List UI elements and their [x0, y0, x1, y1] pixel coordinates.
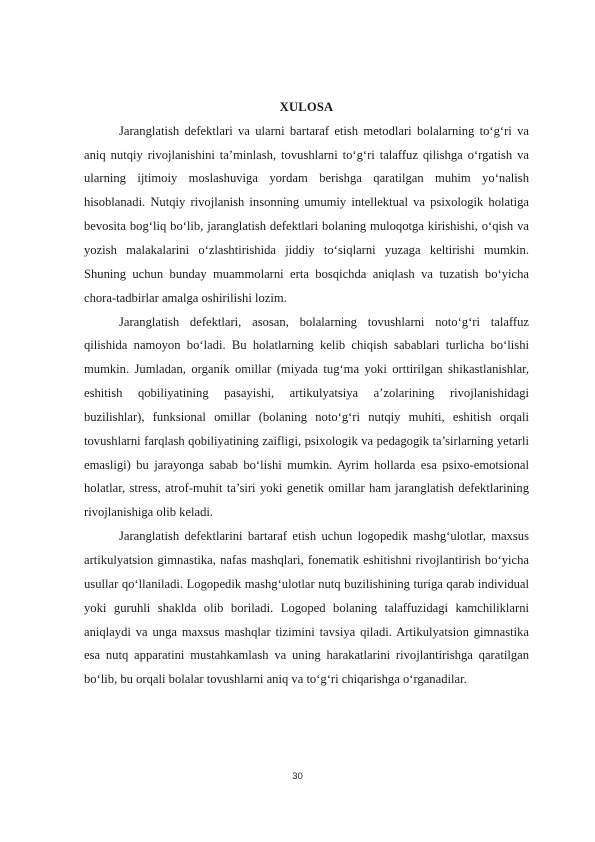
section-title: XULOSA — [279, 100, 334, 114]
document-page — [84, 96, 529, 692]
paragraph-3: Jaranglatish defektlarini bartaraf etish uchun logopedik mashg‘ulotlar, maxsus artikulyatsion gimnastika, nafas mashqlari, fonematik eshitishni rivojlantirish bo‘yicha usullar qo‘llaniladi. Logopedik mashg‘ulotlar nutq buzilishining turiga qarab individual yoki guruhli shaklda olib boriladi. Logoped bolaning talaffuzidagi kamchiliklarni aniqlaydi va unga maxsus mashqlar tizimini tavsiya qiladi. Artikulyatsion gimnastika esa nutq apparatini mustahkamlash va uning harakatlarini rivojlantirishga qaratilgan bo‘lib, bu orqali bolalar tovushlarni aniq va to‘g‘ri chiqarishga o‘rganadilar. — [84, 529, 529, 687]
paragraph-2: Jaranglatish defektlari, asosan, bolalarning tovushlarni noto‘g‘ri talaffuz qilishida namoyon bo‘ladi. Bu holatlarning kelib chiqish sabablari turlicha bo‘lishi mumkin. Jumladan, organik omillar (miyada tug‘ma yoki orttirilgan shikastlanishlar, eshitish qobiliyatining pasayishi, artikulyatsiya a’zolarining rivojlanishidagi buzilishlar), funksional omillar (bolaning noto‘g‘ri nutqiy muhiti, eshitish orqali tovushlarni farqlash qobiliyatining zaifligi, psixologik va pedagogik ta’sirlarning yetarli emasligi) bu jarayonga sabab bo‘lishi mumkin. Ayrim hollarda esa psixo-emotsional holatlar, stress, atrof-muhit ta’siri yoki genetik omillar ham jaranglatish defektlarining rivojlanishiga olib keladi. — [84, 314, 529, 520]
page-number: 30 — [292, 771, 303, 782]
paragraph-1: Jaranglatish defektlari va ularni bartaraf etish metodlari bolalarning to‘g‘ri va aniq nutqiy rivojlanishini ta’minlash, tovushlarni to‘g‘ri talaffuz qilishga o‘rgatish va ularning ijtimoiy moslashuviga yordam berishga qaratilgan muhim yo‘nalish hisoblanadi. Nutqiy rivojlanish insonning umumiy intellektual va psixologik holatiga bevosita bog‘liq bo‘lib, jaranglatish defektlari bolaning muloqotga kirishishi, o‘qish va yozish malakalarini o‘zlashtirishida jiddiy to‘siqlarni yuzaga keltirishi mumkin. Shuning uchun bunday muammolarni erta bosqichda aniqlash va tuzatish bo‘yicha chora-tadbirlar amalga oshirilishi lozim. — [84, 123, 529, 305]
